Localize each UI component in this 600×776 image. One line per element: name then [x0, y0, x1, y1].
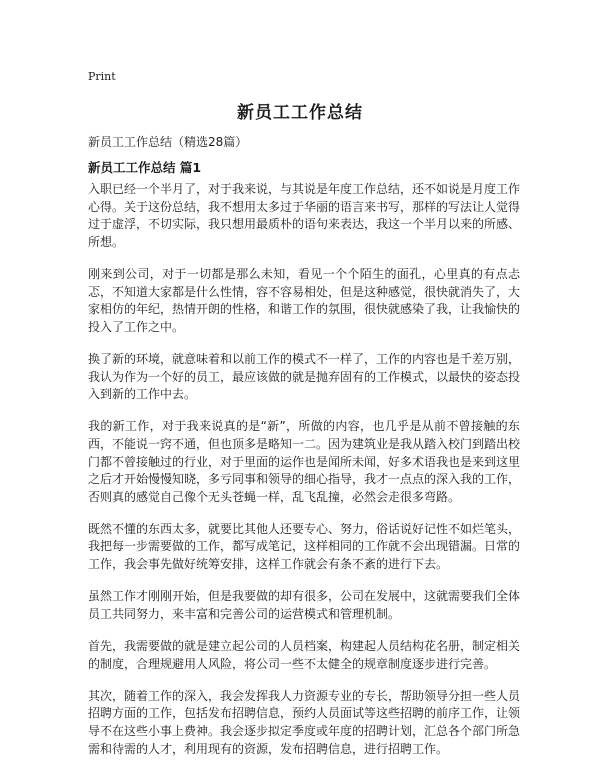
paragraph-2: 刚来到公司，对于一切都是那么未知，看见一个个陌生的面孔，心里真的有点忐忑，不知道大家都是什么性情，容不容易相处，但是这种感觉，很快就消失了，大家相仿的年纪，热情开朗的性格，和谐工作的氛围，很快就感染了我，让我愉快的投入了工作之中。	[88, 266, 521, 334]
paragraph-7: 首先，我需要做的就是建立起公司的人员档案，构建起人员结构花名册，制定相关的制度，合理规避用人风险，将公司一些不太健全的规章制度逐步进行完善。	[88, 639, 521, 671]
paragraph-4: 我的新工作，对于我来说真的是“新”，所做的内容，也几乎是从前不曾接触的东西，不能说一窍不通，但也顶多是略知一二。因为建筑业是我从踏入校门到踏出校门都不曾接触过的行业，对于里面的运作也是闻所未闻，好多术语我也是来到这里之后才开始慢慢知晓，多亏同事和领导的细心指导，我才一点点的深入我的工作，否则真的感觉自己像个无头苍蝇一样，乱飞乱撞，必然会走很多弯路。	[88, 419, 521, 504]
document-body	[88, 181, 520, 773]
print-label: Print	[88, 70, 116, 83]
paragraph-5: 既然不懂的东西太多，就要比其他人还要专心、努力，俗话说好记性不如烂笔头，我把每一步需要做的工作，都写成笔记，这样相同的工作就不会出现错漏。日常的工作，我会事先做好统筹安排，这样工作就会有条不紊的进行下去。	[88, 521, 521, 572]
paragraph-8: 其次，随着工作的深入，我会发挥我人力资源专业的专长，帮助领导分担一些人员招聘方面的工作，包括发布招聘信息，预约人员面试等这些招聘的前序工作，让领导不在这些小事上费神。我会逐步拟定季度或年度的招聘计划，汇总各个部门所急需和待需的人才，利用现有的资源，发布招聘信息，进行招聘工作。	[88, 688, 521, 756]
section-heading: 新员工工作总结 篇1	[88, 160, 202, 175]
paragraph-3: 换了新的环境，就意味着和以前工作的模式不一样了，工作的内容也是千差万别，我认为作为一个好的员工，最应该做的就是抛弃固有的工作模式，以最快的姿态投入到新的工作中去。	[88, 351, 521, 402]
document-title: 新员工工作总结	[237, 103, 363, 123]
document-subtitle: 新员工工作总结（精选28篇）	[88, 135, 248, 149]
paragraph-1: 入职已经一个半月了，对于我来说，与其说是年度工作总结，还不如说是月度工作心得。关于这份总结，我不想用太多过于华丽的语言来书写，那样的写法让人觉得过于虚浮，不切实际，我只想用最质朴的语句来表达，我这一个半月以来的所感、所想。	[88, 182, 521, 249]
paragraph-6: 虽然工作才刚刚开始，但是我要做的却有很多，公司在发展中，这就需要我们全体员工共同努力，来丰富和完善公司的运营模式和管理机制。	[88, 589, 521, 621]
